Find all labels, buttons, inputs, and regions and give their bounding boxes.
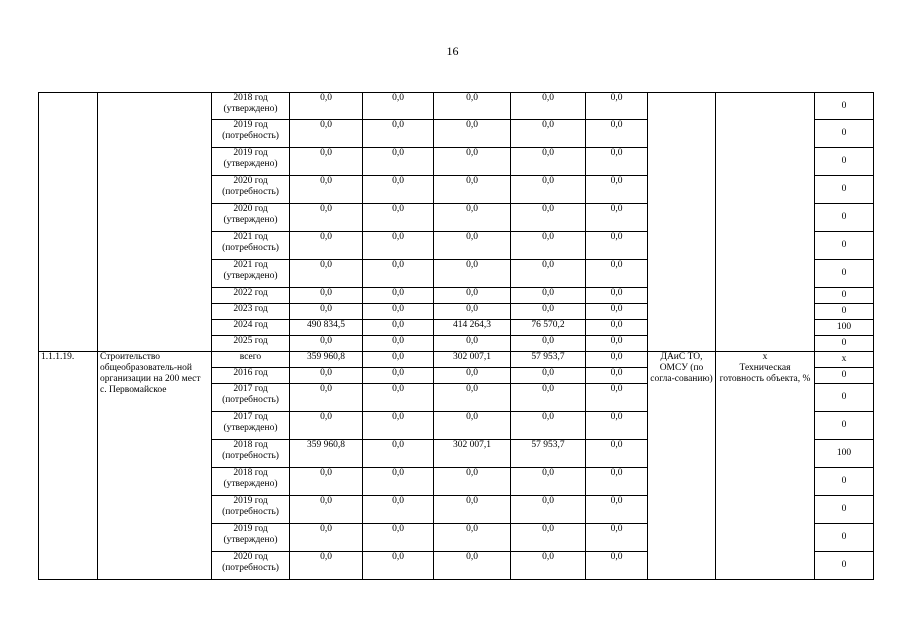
amount-cell: 302 007,1 xyxy=(434,440,511,468)
period-cell: 2017 год (потребность) xyxy=(212,384,290,412)
amount-cell: 0,0 xyxy=(586,93,648,120)
amount-cell: 0,0 xyxy=(434,288,511,304)
amount-cell: 76 570,2 xyxy=(511,320,586,336)
amount-cell: 0,0 xyxy=(511,496,586,524)
indicator-value-cell: 100 xyxy=(815,320,874,336)
indicator-value-cell: 0 xyxy=(815,204,874,232)
amount-cell: 0,0 xyxy=(363,336,434,352)
amount-cell: 302 007,1 xyxy=(434,352,511,368)
amount-cell: 0,0 xyxy=(290,384,363,412)
amount-cell: 0,0 xyxy=(434,93,511,120)
table-row xyxy=(39,93,874,120)
amount-cell: 0,0 xyxy=(434,232,511,260)
amount-cell: 0,0 xyxy=(511,120,586,148)
indicator-value-cell: 0 xyxy=(815,232,874,260)
amount-cell: 0,0 xyxy=(586,440,648,468)
amount-cell: 57 953,7 xyxy=(511,440,586,468)
amount-cell: 0,0 xyxy=(290,468,363,496)
amount-cell: 57 953,7 xyxy=(511,352,586,368)
amount-cell: 0,0 xyxy=(511,304,586,320)
amount-cell: 0,0 xyxy=(511,468,586,496)
period-cell: 2018 год (утверждено) xyxy=(212,93,290,120)
amount-cell: 0,0 xyxy=(290,412,363,440)
amount-cell: 0,0 xyxy=(290,524,363,552)
item-number-cell: 1.1.1.19. xyxy=(39,352,98,580)
amount-cell: 359 960,8 xyxy=(290,352,363,368)
amount-cell: 0,0 xyxy=(586,260,648,288)
amount-cell: 0,0 xyxy=(290,260,363,288)
amount-cell: 0,0 xyxy=(290,176,363,204)
period-cell: 2019 год (потребность) xyxy=(212,496,290,524)
amount-cell: 0,0 xyxy=(363,412,434,440)
amount-cell: 0,0 xyxy=(290,93,363,120)
amount-cell: 414 264,3 xyxy=(434,320,511,336)
indicator-value-cell: 0 xyxy=(815,384,874,412)
amount-cell: 0,0 xyxy=(434,524,511,552)
amount-cell: 0,0 xyxy=(290,304,363,320)
period-cell: 2021 год (потребность) xyxy=(212,232,290,260)
period-cell: 2018 год (потребность) xyxy=(212,440,290,468)
amount-cell: 0,0 xyxy=(511,288,586,304)
indicator-value-cell: 0 xyxy=(815,260,874,288)
amount-cell: 0,0 xyxy=(586,412,648,440)
amount-cell: 0,0 xyxy=(290,336,363,352)
item-number-cell xyxy=(39,93,98,352)
amount-cell: 0,0 xyxy=(363,288,434,304)
indicator-value-cell: 0 xyxy=(815,496,874,524)
indicator-value-cell: 0 xyxy=(815,336,874,352)
indicator-value-cell: 0 xyxy=(815,304,874,320)
period-cell: 2018 год (утверждено) xyxy=(212,468,290,496)
indicator-x: х xyxy=(762,352,768,362)
amount-cell: 0,0 xyxy=(586,368,648,384)
amount-cell: 0,0 xyxy=(434,336,511,352)
amount-cell: 0,0 xyxy=(511,368,586,384)
amount-cell: 0,0 xyxy=(434,412,511,440)
indicator-value-cell: 0 xyxy=(815,468,874,496)
amount-cell: 0,0 xyxy=(290,288,363,304)
amount-cell: 0,0 xyxy=(434,120,511,148)
amount-cell: 0,0 xyxy=(363,368,434,384)
amount-cell: 0,0 xyxy=(363,148,434,176)
amount-cell: 0,0 xyxy=(586,524,648,552)
amount-cell: 0,0 xyxy=(586,148,648,176)
responsible-cell: ДАиС ТО, ОМСУ (по согла-сованию) xyxy=(648,352,716,580)
amount-cell: 0,0 xyxy=(290,120,363,148)
amount-cell: 0,0 xyxy=(511,524,586,552)
period-cell: 2024 год xyxy=(212,320,290,336)
amount-cell: 0,0 xyxy=(363,120,434,148)
amount-cell: 0,0 xyxy=(363,304,434,320)
indicator-name: Техническая готовность объекта, % xyxy=(719,363,811,384)
amount-cell: 0,0 xyxy=(363,93,434,120)
period-cell: 2022 год xyxy=(212,288,290,304)
period-cell: 2019 год (утверждено) xyxy=(212,148,290,176)
amount-cell: 0,0 xyxy=(363,232,434,260)
amount-cell: 0,0 xyxy=(511,176,586,204)
amount-cell: 0,0 xyxy=(363,384,434,412)
amount-cell: 0,0 xyxy=(511,204,586,232)
period-cell: 2019 год (потребность) xyxy=(212,120,290,148)
amount-cell: 0,0 xyxy=(434,552,511,580)
period-cell: всего xyxy=(212,352,290,368)
amount-cell: 0,0 xyxy=(290,552,363,580)
amount-cell: 0,0 xyxy=(586,552,648,580)
amount-cell: 0,0 xyxy=(586,468,648,496)
amount-cell: 0,0 xyxy=(290,368,363,384)
amount-cell: 0,0 xyxy=(363,496,434,524)
item-name-cell: Строительство общеобразователь-ной организации на 200 мест с. Первомайское xyxy=(98,352,212,580)
amount-cell: 0,0 xyxy=(434,148,511,176)
indicator-value-cell: 0 xyxy=(815,412,874,440)
amount-cell: 0,0 xyxy=(290,232,363,260)
item-name-cell xyxy=(98,93,212,352)
period-cell: 2020 год (утверждено) xyxy=(212,204,290,232)
indicator-value-cell: 0 xyxy=(815,524,874,552)
indicator-value-cell: 0 xyxy=(815,93,874,120)
amount-cell: 0,0 xyxy=(511,148,586,176)
amount-cell: 0,0 xyxy=(434,368,511,384)
period-cell: 2017 год (утверждено) xyxy=(212,412,290,440)
page-number: 16 xyxy=(446,44,459,58)
amount-cell: 0,0 xyxy=(511,552,586,580)
period-cell: 2023 год xyxy=(212,304,290,320)
indicator-value-cell: 0 xyxy=(815,148,874,176)
indicator-value-cell: х xyxy=(815,352,874,368)
indicator-cell xyxy=(716,352,815,580)
amount-cell: 0,0 xyxy=(434,384,511,412)
amount-cell: 0,0 xyxy=(434,176,511,204)
amount-cell: 0,0 xyxy=(363,320,434,336)
amount-cell: 0,0 xyxy=(511,412,586,440)
period-cell: 2020 год (потребность) xyxy=(212,552,290,580)
amount-cell: 0,0 xyxy=(290,496,363,524)
amount-cell: 0,0 xyxy=(434,304,511,320)
period-cell: 2016 год xyxy=(212,368,290,384)
amount-cell: 0,0 xyxy=(290,204,363,232)
period-cell: 2019 год (утверждено) xyxy=(212,524,290,552)
indicator-value-cell: 0 xyxy=(815,368,874,384)
budget-table xyxy=(38,92,874,580)
amount-cell: 0,0 xyxy=(586,496,648,524)
amount-cell: 0,0 xyxy=(290,148,363,176)
amount-cell: 0,0 xyxy=(586,204,648,232)
amount-cell: 0,0 xyxy=(586,232,648,260)
amount-cell: 0,0 xyxy=(511,232,586,260)
amount-cell: 0,0 xyxy=(434,468,511,496)
indicator-value-cell: 100 xyxy=(815,440,874,468)
amount-cell: 0,0 xyxy=(434,260,511,288)
amount-cell: 0,0 xyxy=(363,176,434,204)
amount-cell: 490 834,5 xyxy=(290,320,363,336)
indicator-cell xyxy=(716,93,815,352)
amount-cell: 0,0 xyxy=(434,496,511,524)
amount-cell: 0,0 xyxy=(511,93,586,120)
amount-cell: 0,0 xyxy=(511,336,586,352)
table-row xyxy=(39,352,874,368)
amount-cell: 0,0 xyxy=(586,120,648,148)
amount-cell: 0,0 xyxy=(586,320,648,336)
amount-cell: 0,0 xyxy=(363,468,434,496)
amount-cell: 0,0 xyxy=(586,176,648,204)
indicator-value-cell: 0 xyxy=(815,288,874,304)
amount-cell: 0,0 xyxy=(586,352,648,368)
amount-cell: 0,0 xyxy=(511,260,586,288)
amount-cell: 0,0 xyxy=(363,524,434,552)
amount-cell: 0,0 xyxy=(363,204,434,232)
indicator-value-cell: 0 xyxy=(815,176,874,204)
amount-cell: 0,0 xyxy=(434,204,511,232)
period-cell: 2020 год (потребность) xyxy=(212,176,290,204)
amount-cell: 0,0 xyxy=(511,384,586,412)
indicator-value-cell: 0 xyxy=(815,120,874,148)
amount-cell: 0,0 xyxy=(363,260,434,288)
amount-cell: 0,0 xyxy=(586,336,648,352)
responsible-cell xyxy=(648,93,716,352)
amount-cell: 0,0 xyxy=(363,352,434,368)
amount-cell: 0,0 xyxy=(363,552,434,580)
indicator-value-cell: 0 xyxy=(815,552,874,580)
period-cell: 2021 год (утверждено) xyxy=(212,260,290,288)
amount-cell: 359 960,8 xyxy=(290,440,363,468)
period-cell: 2025 год xyxy=(212,336,290,352)
amount-cell: 0,0 xyxy=(586,304,648,320)
amount-cell: 0,0 xyxy=(586,288,648,304)
amount-cell: 0,0 xyxy=(586,384,648,412)
amount-cell: 0,0 xyxy=(363,440,434,468)
